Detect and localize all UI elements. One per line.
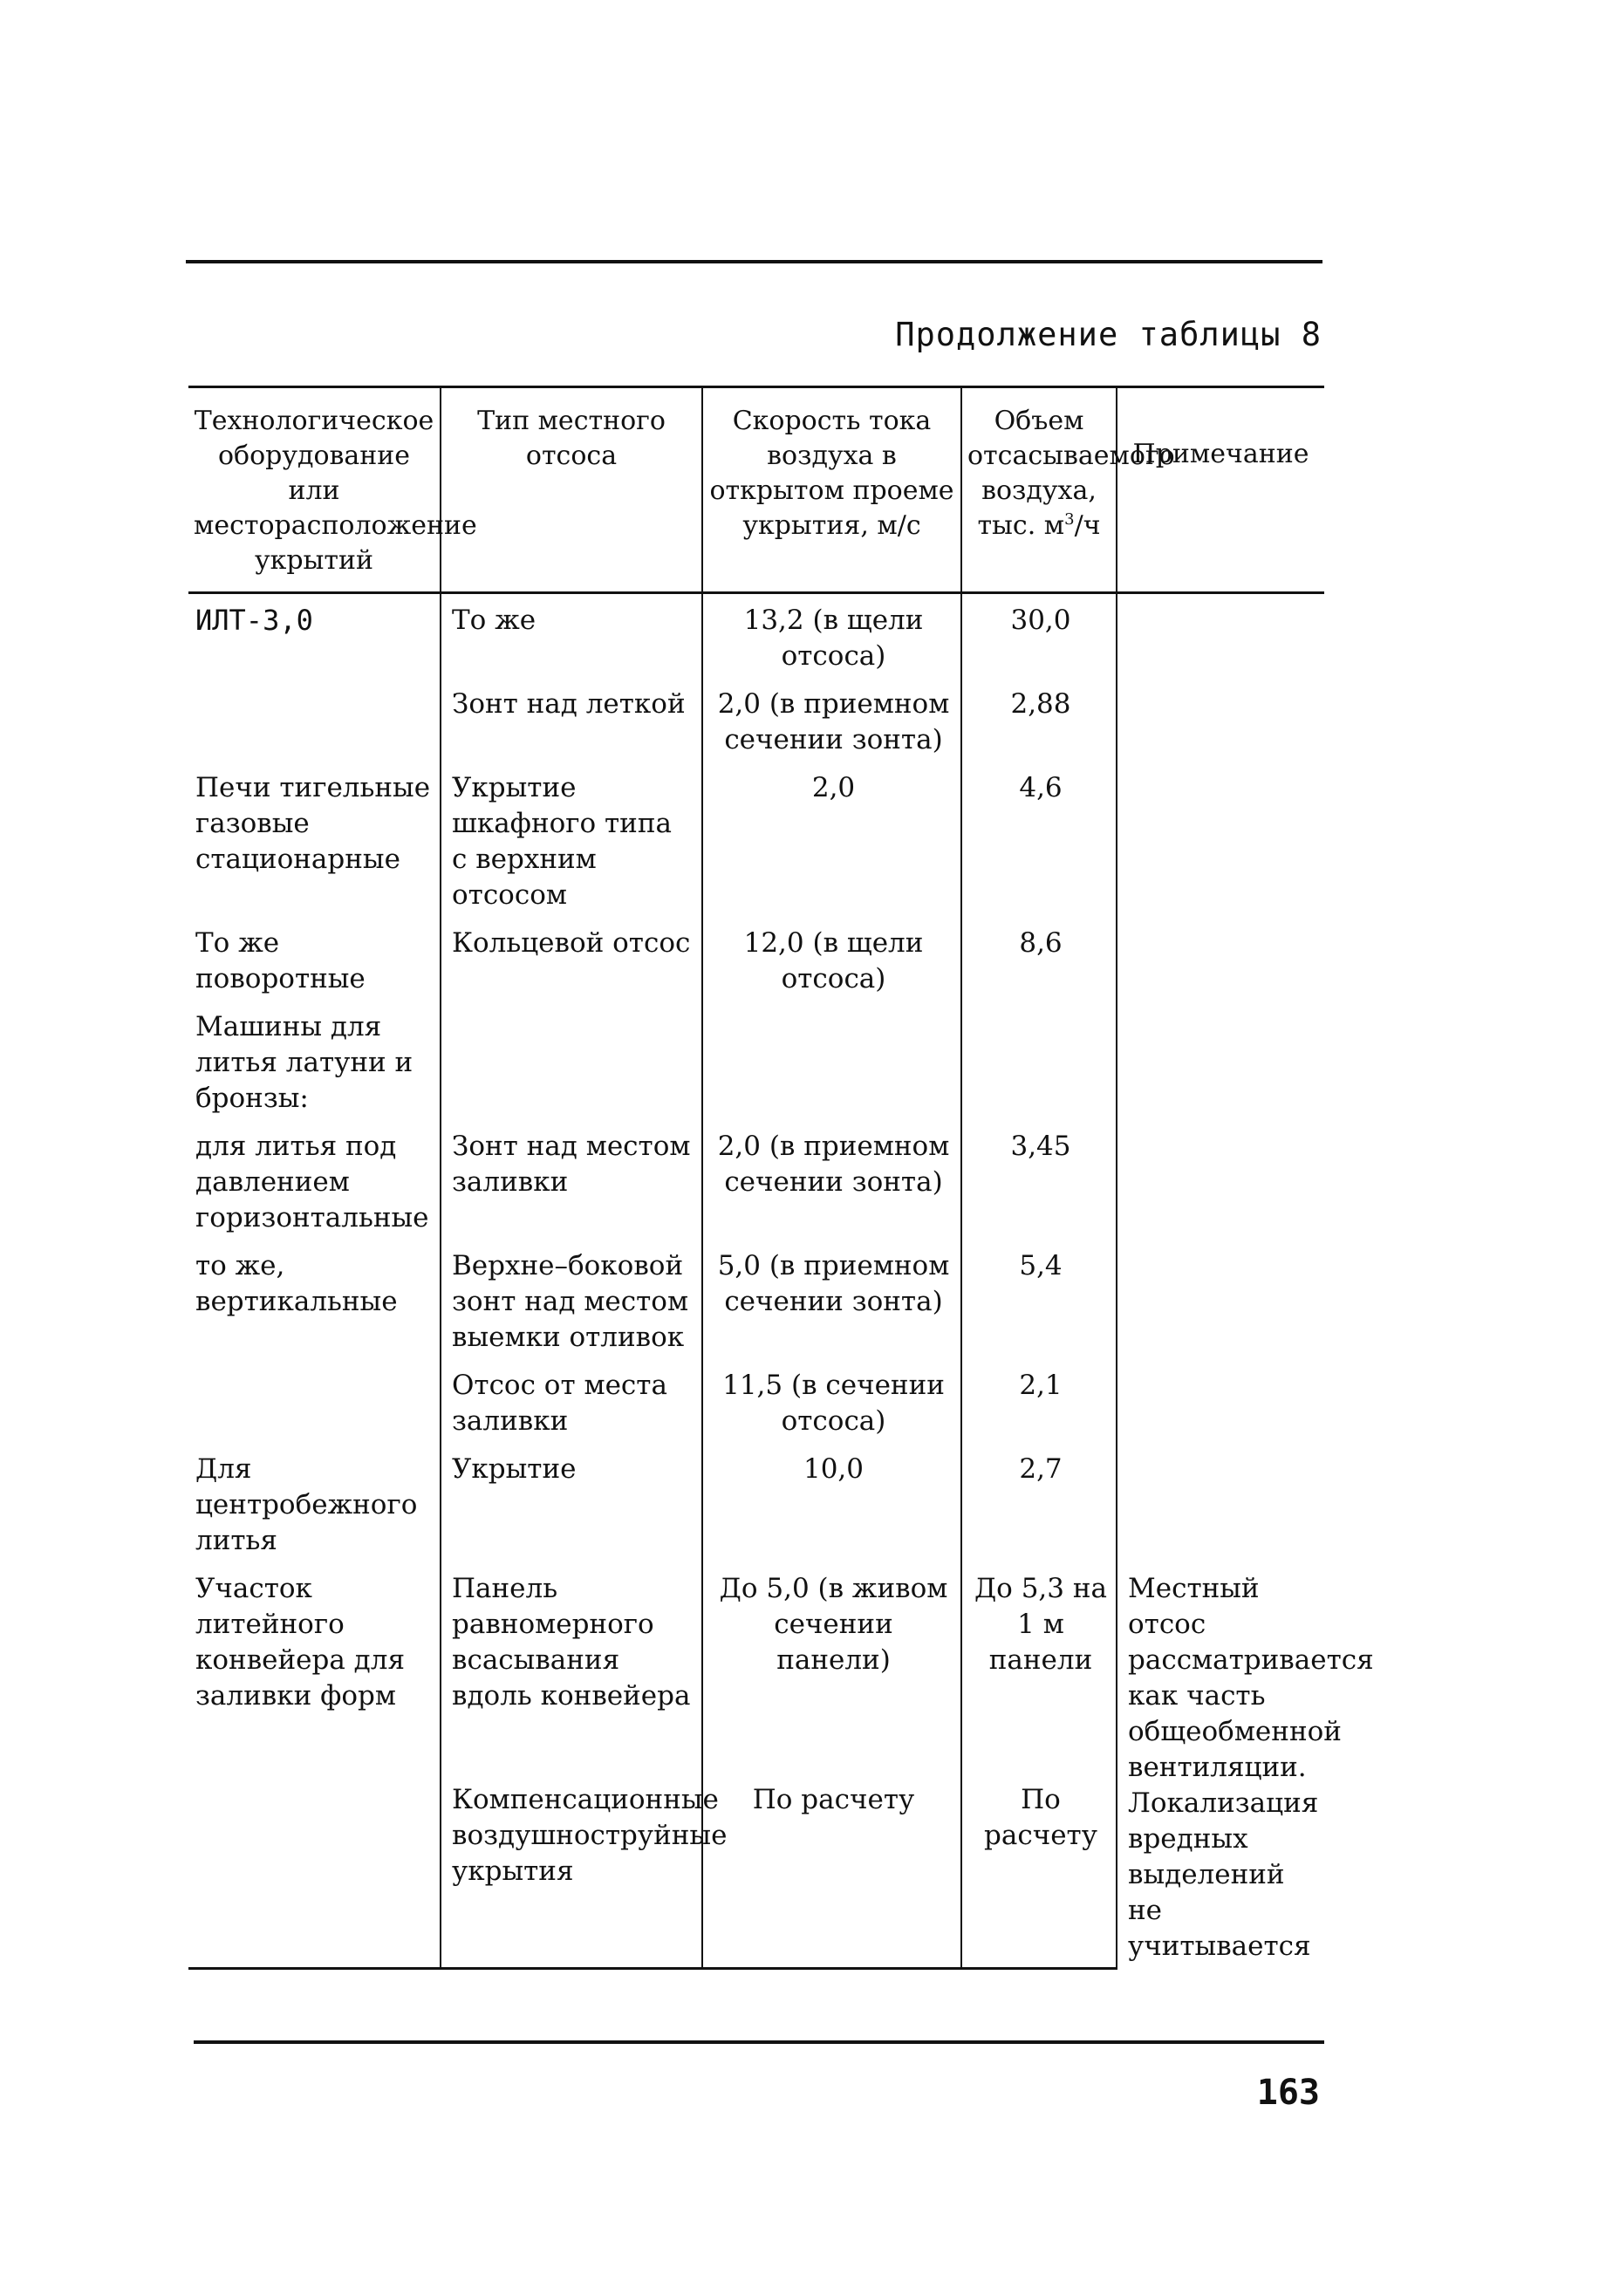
cell-equipment: для литья под давлением горизонтальные bbox=[195, 1131, 429, 1233]
cell-note bbox=[1117, 762, 1324, 917]
cell-note: Местный отсос рассматривается как часть общеобменной вентиляции. Локализация вредных выделений не учитывается bbox=[1117, 1562, 1324, 1968]
cell-note bbox=[1117, 1240, 1324, 1359]
cell-volume: 3,45 bbox=[961, 1120, 1117, 1240]
cell-equipment: Машины для литья латуни и бронзы: bbox=[195, 1011, 413, 1114]
cell-exhaust-type: То же bbox=[441, 593, 702, 679]
table-row bbox=[188, 1359, 1324, 1443]
cell-volume: 5,4 bbox=[961, 1240, 1117, 1359]
cell-note bbox=[1117, 1001, 1324, 1120]
header-equipment: Технологическое оборудование или месторасположение укрытий bbox=[188, 387, 441, 593]
table-caption: Продолжение таблицы 8 bbox=[895, 316, 1322, 353]
cell-note bbox=[1117, 593, 1324, 679]
cell-air-speed: 2,0 bbox=[702, 762, 961, 917]
cell-volume: 30,0 bbox=[961, 593, 1117, 679]
cell-note bbox=[1117, 1443, 1324, 1562]
cell-volume: По расчету bbox=[961, 1773, 1117, 1968]
table-row bbox=[188, 762, 1324, 917]
cell-air-speed bbox=[702, 1001, 961, 1120]
cell-exhaust-type: Кольцевой отсос bbox=[441, 917, 702, 1001]
header-note: Примечание bbox=[1117, 387, 1324, 593]
table-row bbox=[188, 1443, 1324, 1562]
cell-exhaust-type bbox=[441, 1001, 702, 1120]
cell-equipment bbox=[188, 678, 441, 762]
cell-equipment bbox=[188, 1359, 441, 1443]
cell-air-speed: 12,0 (в щели отсоса) bbox=[702, 917, 961, 1001]
header-volume-superscript: 3 bbox=[1064, 510, 1075, 529]
cell-note bbox=[1117, 1359, 1324, 1443]
table-row bbox=[188, 1001, 1324, 1120]
table-row bbox=[188, 1120, 1324, 1240]
cell-note bbox=[1117, 1120, 1324, 1240]
cell-volume: 8,6 bbox=[961, 917, 1117, 1001]
cell-air-speed: 2,0 (в приемном сечении зонта) bbox=[702, 678, 961, 762]
cell-equipment: то же, вертикальные bbox=[195, 1250, 398, 1317]
cell-air-speed: До 5,0 (в живом сечении панели) bbox=[702, 1562, 961, 1773]
header-volume-text: Объем отсасываемого воздуха, тыс. м bbox=[967, 406, 1175, 541]
cell-exhaust-type: Укрытие шкафного типа с верхним отсосом bbox=[441, 762, 702, 917]
cell-air-speed: 13,2 (в щели отсоса) bbox=[702, 593, 961, 679]
cell-air-speed: 2,0 (в приемном сечении зонта) bbox=[702, 1120, 961, 1240]
cell-volume: 2,7 bbox=[961, 1443, 1117, 1562]
header-exhaust-type: Тип местного отсоса bbox=[441, 387, 702, 593]
exhaust-table bbox=[188, 386, 1374, 1970]
cell-volume bbox=[961, 1001, 1117, 1120]
header-row bbox=[188, 387, 1324, 593]
header-volume bbox=[961, 387, 1175, 593]
table-row bbox=[188, 1562, 1324, 1773]
cell-exhaust-type: Верхне–боковой зонт над местом выемки отливок bbox=[441, 1240, 702, 1359]
cell-equipment: Печи тигельные газовые стационарные bbox=[195, 772, 431, 875]
cell-volume: До 5,3 на 1 м панели bbox=[961, 1562, 1117, 1773]
cell-air-speed: 5,0 (в приемном сечении зонта) bbox=[702, 1240, 961, 1359]
cell-volume: 4,6 bbox=[961, 762, 1117, 917]
table-row bbox=[188, 917, 1324, 1001]
bottom-rule bbox=[194, 2040, 1324, 2044]
cell-exhaust-type: Зонт над местом заливки bbox=[441, 1120, 702, 1240]
page-number: 163 bbox=[1256, 2073, 1320, 2113]
cell-equipment: Для центробежного литья bbox=[195, 1453, 418, 1556]
cell-equipment: Участок литейного конвейера для заливки форм bbox=[195, 1573, 406, 1712]
cell-equipment: То же поворотные bbox=[195, 927, 366, 994]
cell-exhaust-type: Укрытие bbox=[441, 1443, 702, 1562]
cell-volume: 2,88 bbox=[961, 678, 1117, 762]
cell-volume: 2,1 bbox=[961, 1359, 1117, 1443]
cell-air-speed: 11,5 (в сечении отсоса) bbox=[702, 1359, 961, 1443]
cell-exhaust-type: Отсос от места заливки bbox=[441, 1359, 702, 1443]
cell-equipment bbox=[188, 1773, 441, 1968]
cell-note bbox=[1117, 917, 1324, 1001]
cell-note bbox=[1117, 678, 1324, 762]
table-row bbox=[188, 678, 1324, 762]
table-row bbox=[188, 1240, 1324, 1359]
header-air-speed: Скорость тока воздуха в открытом проеме укрытия, м/с bbox=[702, 387, 961, 593]
cell-equipment: ИЛТ-3,0 bbox=[195, 604, 313, 637]
top-rule bbox=[186, 260, 1322, 263]
table-row bbox=[188, 593, 1324, 679]
cell-air-speed: 10,0 bbox=[702, 1443, 961, 1562]
cell-air-speed: По расчету bbox=[702, 1773, 961, 1968]
cell-exhaust-type: Зонт над леткой bbox=[441, 678, 702, 762]
cell-exhaust-type: Панель равномерного всасывания вдоль конвейера bbox=[441, 1562, 702, 1773]
cell-exhaust-type: Компенсационные воздушноструйные укрытия bbox=[441, 1773, 702, 1968]
header-volume-unit: /ч bbox=[1074, 510, 1101, 541]
